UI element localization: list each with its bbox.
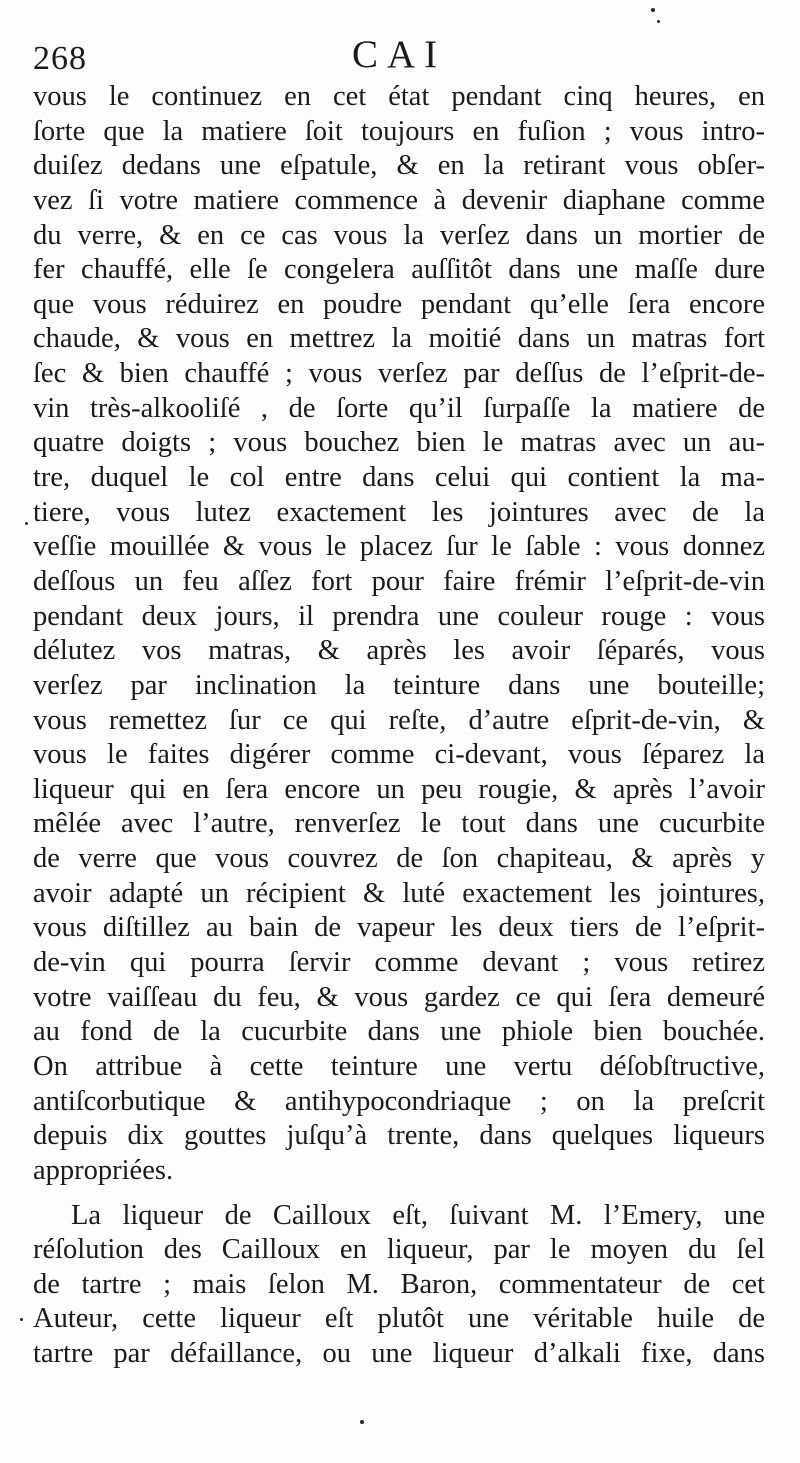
text-line: La liqueur de Cailloux eſt, ſuivant M. l’Emery, une [71, 1199, 765, 1231]
text-line: vous le faites digérer comme ci-devant, vous ſéparez la [33, 739, 765, 771]
text-line: de verre que vous couvrez de ſon chapiteau, & après y [33, 843, 765, 875]
text-line: que vous réduirez en poudre pendant qu’elle ſera encore [33, 288, 765, 320]
text-line: antiſcorbutique & antihypocondriaque ; on la preſcrit [33, 1085, 765, 1117]
text-line: Auteur, cette liqueur eſt plutôt une véritable huile de [33, 1303, 765, 1335]
text-line: vous le continuez en cet état pendant cinq heures, en [33, 81, 765, 112]
text-line: verſez par inclination la teinture dans une bouteille; [33, 669, 765, 701]
ink-speck [651, 8, 655, 12]
text-line: vez ſi votre matiere commence à devenir diaphane comme [33, 184, 765, 216]
ink-speck [657, 20, 660, 23]
text-line: tiere, vous lutez exactement les jointures avec de la [33, 496, 765, 528]
body-text [33, 80, 765, 1372]
text-line: duiſez dedans une eſpatule, & en la retirant vous obſer- [33, 150, 765, 182]
ink-speck [360, 1420, 364, 1424]
text-line: du verre, & en ce cas vous la verſez dans un mortier de [33, 219, 765, 251]
text-line: ſorte que la matiere ſoit toujours en fuſion ; vous intro- [33, 115, 765, 147]
paragraphs [33, 80, 765, 1372]
text-line: au fond de la cucurbite dans une phiole bien bouchée. [33, 1016, 765, 1048]
text-line: mêlée avec l’autre, renverſez le tout dans une cucurbite [33, 808, 765, 840]
text-line: chaude, & vous en mettrez la moitié dans un matras fort [33, 323, 765, 355]
page-number: 268 [33, 40, 87, 77]
text-line: votre vaiſſeau du feu, & vous gardez ce qui ſera demeuré [33, 981, 765, 1013]
text-line: deſſous un feu aſſez fort pour faire frémir l’eſprit-de-vin [33, 565, 765, 597]
text-line: appropriées. [33, 1154, 174, 1186]
text-line: de-vin qui pourra ſervir comme devant ; vous retirez [33, 947, 765, 979]
running-head: CAI [352, 33, 447, 76]
text-line: vous remettez ſur ce qui reſte, d’autre eſprit-de-vin, & [33, 704, 765, 736]
text-line: tre, duquel le col entre dans celui qui contient la ma- [33, 462, 765, 494]
text-line: On attribue à cette teinture une vertu déſobſtructive, [33, 1050, 765, 1082]
text-line: veſſie mouillée & vous le placez ſur le ſable : vous donnez [33, 531, 765, 563]
text-line: ſec & bien chauffé ; vous verſez par deſſus de l’eſprit-de- [33, 358, 765, 390]
text-line: depuis dix gouttes juſqu’à trente, dans quelques liqueurs [33, 1120, 765, 1152]
text-line: de tartre ; mais ſelon M. Baron, commentateur de cet [33, 1268, 765, 1300]
paragraph [33, 80, 765, 1189]
paragraph-gap [33, 1189, 765, 1199]
text-line: vous diſtillez au bain de vapeur les deux tiers de l’eſprit- [33, 912, 765, 944]
text-line: pendant deux jours, il prendra une couleur rouge : vous [33, 600, 765, 632]
ink-speck [20, 1318, 23, 1321]
paragraph [33, 1199, 765, 1372]
text-line: quatre doigts ; vous bouchez bien le matras avec un au- [33, 427, 765, 459]
text-line: fer chauffé, elle ſe congelera auſſitôt dans une maſſe dure [33, 254, 765, 286]
text-line: avoir adapté un récipient & luté exactement les jointures, [33, 877, 765, 909]
text-line: vin très-alkooliſé , de ſorte qu’il ſurpaſſe la matiere de [33, 392, 765, 424]
ink-speck [25, 522, 28, 525]
text-line: réſolution des Cailloux en liqueur, par le moyen du ſel [33, 1234, 765, 1266]
text-line: liqueur qui en ſera encore un peu rougie, & après l’avoir [33, 773, 765, 805]
text-line: tartre par défaillance, ou une liqueur d’alkali fixe, dans [33, 1338, 765, 1370]
text-line: délutez vos matras, & après les avoir ſéparés, vous [33, 635, 765, 667]
